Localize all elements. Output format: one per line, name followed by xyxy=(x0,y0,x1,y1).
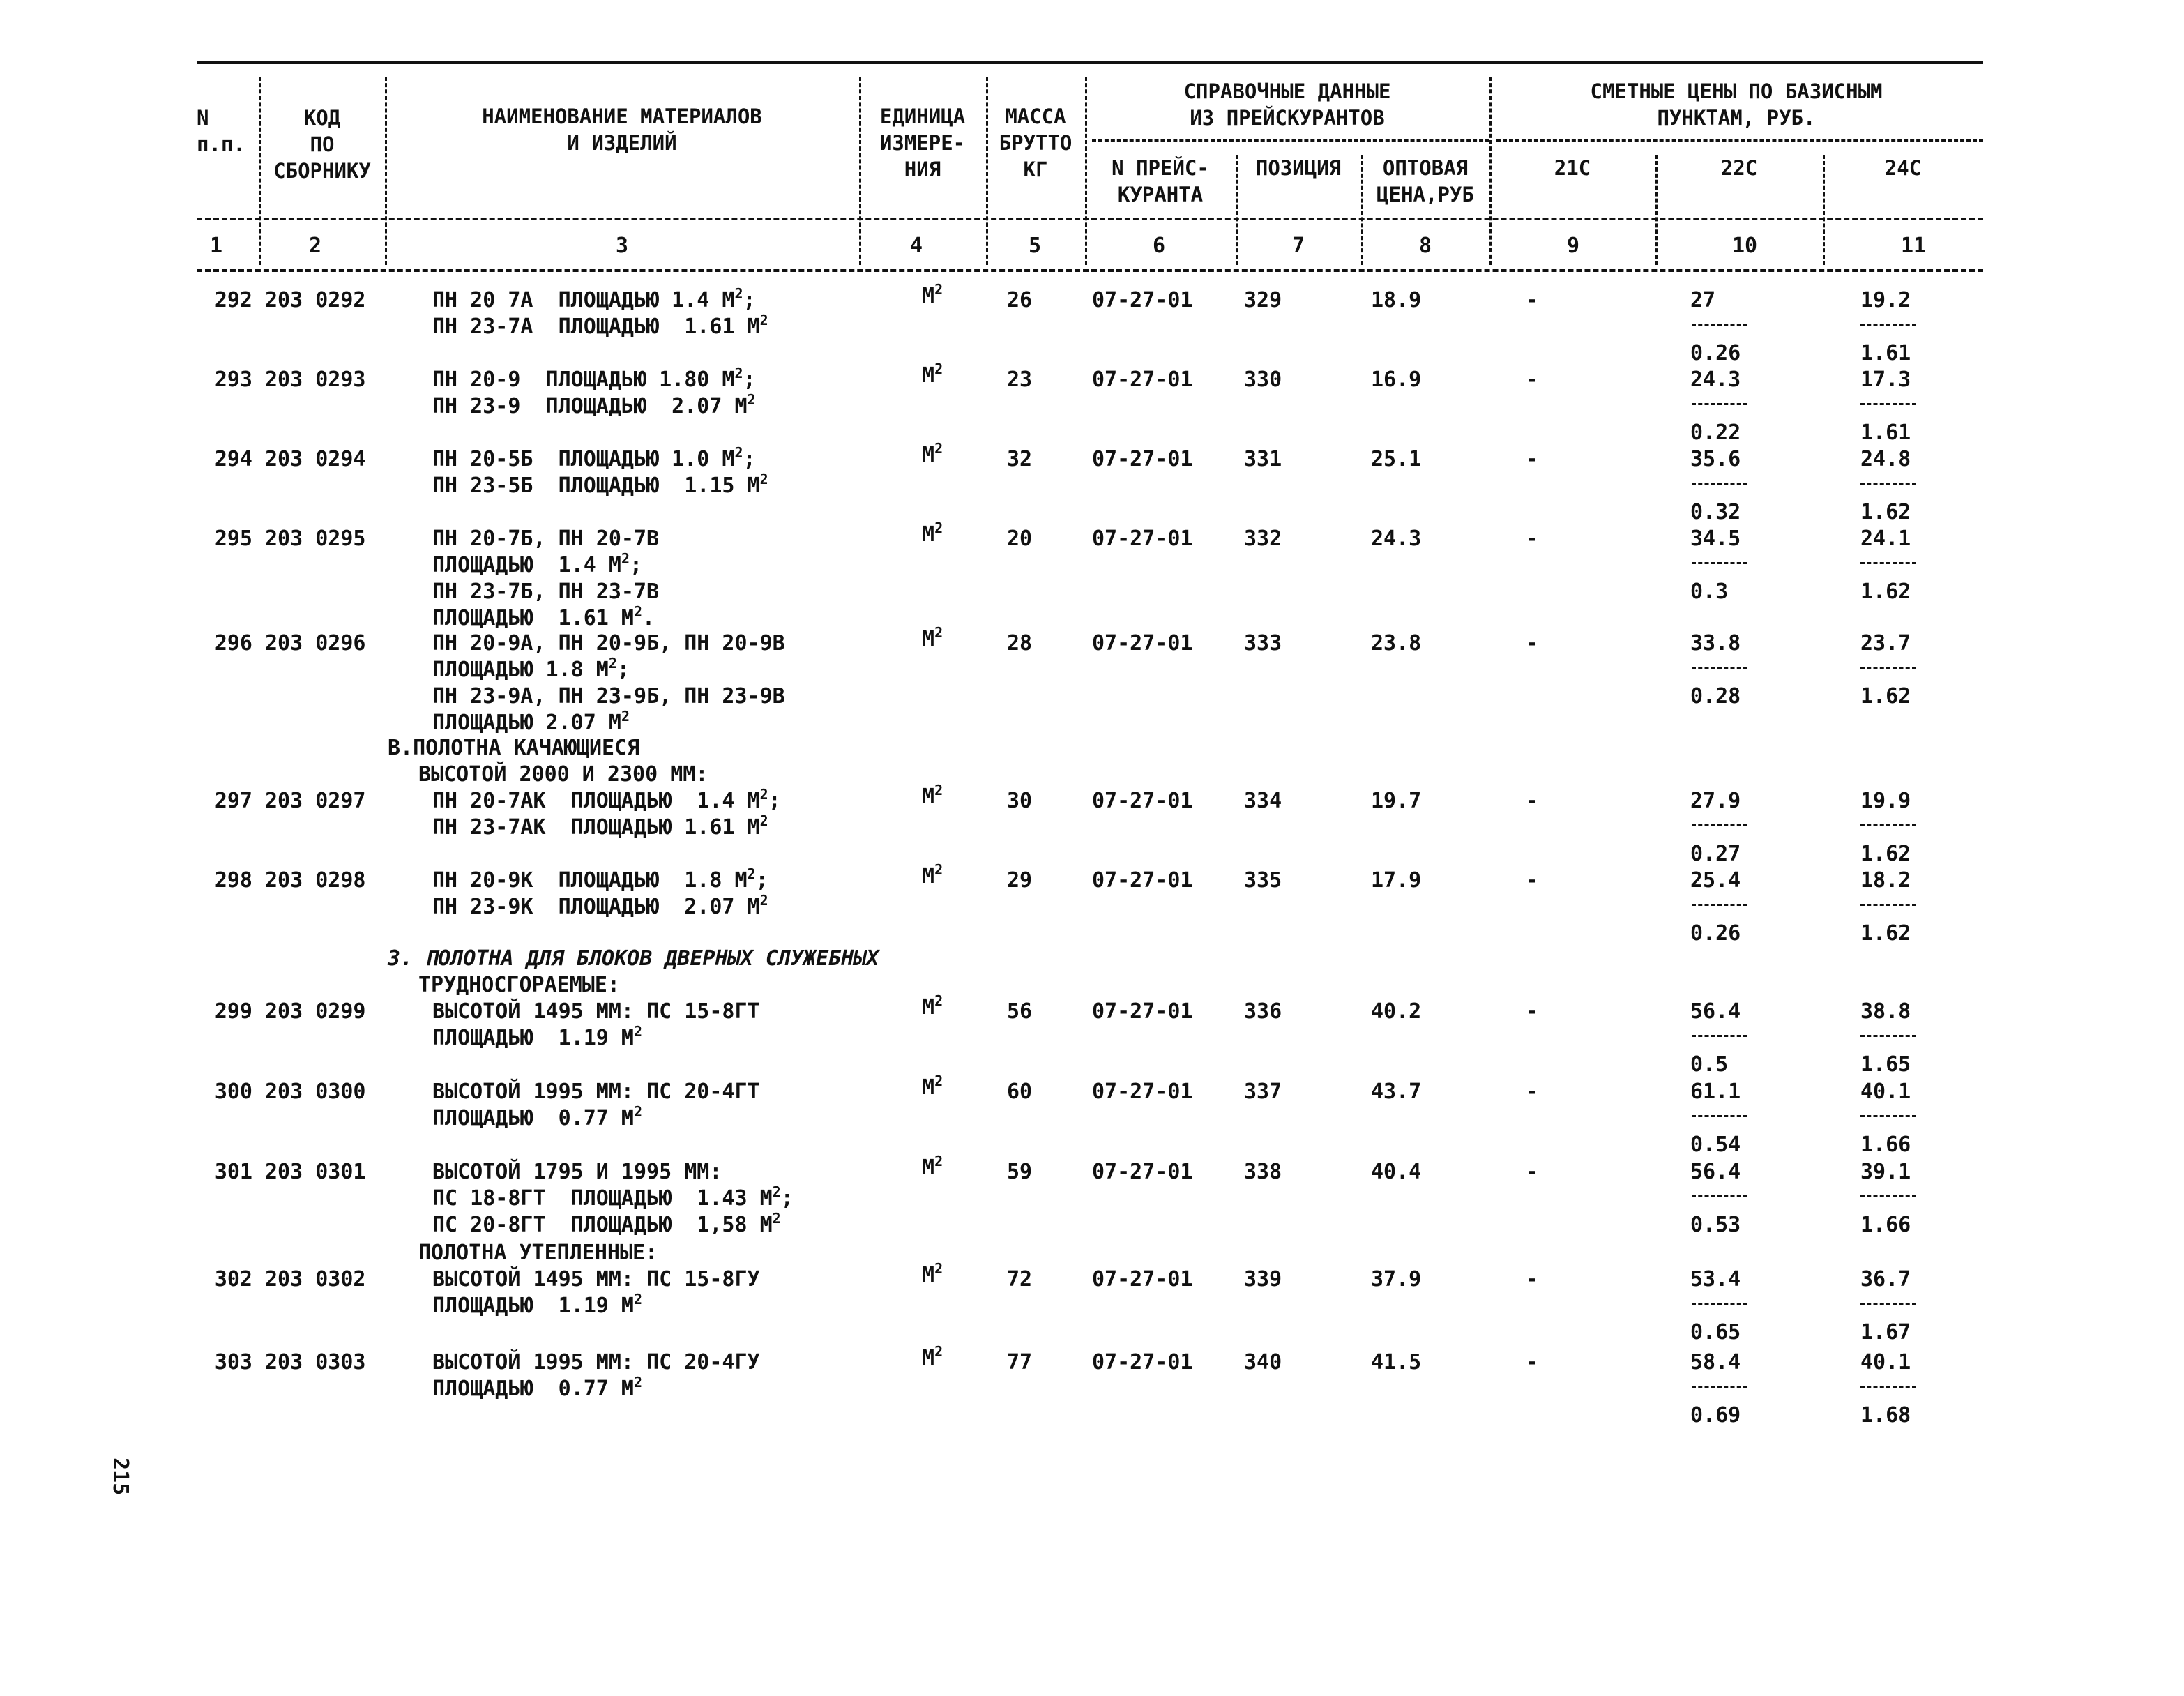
row-wholesale: 17.9 xyxy=(1371,868,1422,893)
row-price-22c: 33.8 xyxy=(1690,631,1741,656)
column-number-label: 7 xyxy=(1291,234,1305,258)
row-number: 292 xyxy=(214,288,252,312)
row-code: 203 0294 xyxy=(265,447,366,471)
row-mass: 32 xyxy=(1007,447,1033,471)
fraction-dash xyxy=(1860,403,1916,405)
row-price-21c: - xyxy=(1526,1267,1539,1292)
row-mass: 72 xyxy=(1007,1267,1033,1292)
row-mass: 20 xyxy=(1007,527,1033,551)
row-code: 203 0301 xyxy=(265,1160,366,1184)
row-unit: $М^2$ xyxy=(922,1260,943,1287)
row-name-line: ПН 23-7Б, ПН 23-7В xyxy=(432,580,660,604)
row-unit: $М^2$ xyxy=(922,1153,943,1180)
row-code: 203 0293 xyxy=(265,368,366,392)
row-number: 298 xyxy=(214,868,252,893)
fraction-dash xyxy=(1692,1386,1747,1388)
row-number: 300 xyxy=(214,1080,252,1104)
row-wholesale: 19.7 xyxy=(1371,789,1422,813)
column-number-label: 10 xyxy=(1731,234,1758,258)
row-price-22c: 56.4 xyxy=(1690,1160,1741,1184)
row-price-24c: 19.9 xyxy=(1860,789,1911,813)
fraction-dash xyxy=(1692,483,1747,485)
row-unit: $М^2$ xyxy=(922,440,943,467)
row-number: 296 xyxy=(214,631,252,656)
row-number: 293 xyxy=(214,368,252,392)
row-price-24c-sub: 1.61 xyxy=(1860,341,1911,365)
row-pricelist: 07-27-01 xyxy=(1092,631,1193,656)
row-wholesale: 16.9 xyxy=(1371,368,1422,392)
row-unit: $М^2$ xyxy=(922,361,943,388)
row-price-22c: 27 xyxy=(1690,288,1716,312)
row-price-21c: - xyxy=(1526,789,1539,813)
group-rule xyxy=(1092,139,1489,142)
row-price-21c: - xyxy=(1526,288,1539,312)
row-price-24c: 38.8 xyxy=(1860,999,1911,1024)
table-top-rule xyxy=(197,61,1983,64)
row-price-22c: 53.4 xyxy=(1690,1267,1741,1292)
row-price-22c: 58.4 xyxy=(1690,1350,1741,1375)
row-number: 301 xyxy=(214,1160,252,1184)
row-name-line: ПЛОЩАДЬЮ 2.07 $М^2$ xyxy=(432,708,630,735)
header-col-position: ПОЗИЦИЯ xyxy=(1255,156,1342,180)
row-unit: $М^2$ xyxy=(922,1073,943,1100)
header-col-code: КОД ПО СБОРНИКУ xyxy=(273,106,371,183)
row-mass: 59 xyxy=(1007,1160,1033,1184)
fraction-dash xyxy=(1860,1303,1916,1305)
row-code: 203 0297 xyxy=(265,789,366,813)
row-name-line: ПН 23-9К ПЛОЩАДЬЮ 2.07 $М^2$ xyxy=(432,892,768,919)
row-number: 294 xyxy=(214,447,252,471)
row-price-22c: 24.3 xyxy=(1690,368,1741,392)
row-price-22c: 27.9 xyxy=(1690,789,1741,813)
column-number-label: 3 xyxy=(615,234,629,258)
row-price-24c: 40.1 xyxy=(1860,1080,1911,1104)
row-unit: $М^2$ xyxy=(922,992,943,1020)
row-wholesale: 43.7 xyxy=(1371,1080,1422,1104)
header-col-name: НАИМЕНОВАНИЕ МАТЕРИАЛОВ И ИЗДЕЛИЙ xyxy=(482,105,762,155)
row-price-24c: 23.7 xyxy=(1860,631,1911,656)
row-pricelist: 07-27-01 xyxy=(1092,999,1193,1024)
row-price-22c-sub: 0.26 xyxy=(1690,921,1741,946)
row-number: 302 xyxy=(214,1267,252,1292)
row-price-24c: 39.1 xyxy=(1860,1160,1911,1184)
row-price-22c-sub: 0.65 xyxy=(1690,1320,1741,1345)
row-price-22c: 25.4 xyxy=(1690,868,1741,893)
row-name-line: ВЫСОТОЙ 1495 ММ: ПС 15-8ГТ xyxy=(432,999,760,1024)
row-price-24c: 17.3 xyxy=(1860,368,1911,392)
header-col-no: N п.п. xyxy=(197,106,245,156)
row-position: 330 xyxy=(1244,368,1282,392)
fraction-dash xyxy=(1860,667,1916,669)
row-position: 329 xyxy=(1244,288,1282,312)
row-price-21c: - xyxy=(1526,1080,1539,1104)
fraction-dash xyxy=(1692,667,1747,669)
row-price-22c-sub: 0.32 xyxy=(1690,500,1741,524)
row-code: 203 0292 xyxy=(265,288,366,312)
row-position: 335 xyxy=(1244,868,1282,893)
row-mass: 30 xyxy=(1007,789,1033,813)
row-wholesale: 40.4 xyxy=(1371,1160,1422,1184)
column-number-rule xyxy=(197,269,1983,272)
column-number-label: 11 xyxy=(1900,234,1927,258)
row-code: 203 0303 xyxy=(265,1350,366,1375)
section-heading: ВЫСОТОЙ 2000 И 2300 ММ: xyxy=(418,762,708,787)
row-name-line: ПН 23-5Б ПЛОЩАДЬЮ 1.15 $М^2$ xyxy=(432,471,768,498)
row-price-22c-sub: 0.5 xyxy=(1690,1052,1729,1077)
row-price-22c-sub: 0.28 xyxy=(1690,684,1741,709)
row-mass: 23 xyxy=(1007,368,1033,392)
section-heading: ТРУДНОСГОРАЕМЫЕ: xyxy=(418,973,620,997)
row-unit: $М^2$ xyxy=(922,624,943,651)
row-price-24c-sub: 1.62 xyxy=(1860,500,1911,524)
row-position: 338 xyxy=(1244,1160,1282,1184)
row-mass: 60 xyxy=(1007,1080,1033,1104)
row-price-24c: 40.1 xyxy=(1860,1350,1911,1375)
row-name-line: ВЫСОТОЙ 1995 ММ: ПС 20-4ГТ xyxy=(432,1080,760,1104)
fraction-dash xyxy=(1860,483,1916,485)
fraction-dash xyxy=(1860,1115,1916,1117)
row-position: 336 xyxy=(1244,999,1282,1024)
row-price-21c: - xyxy=(1526,631,1539,656)
row-price-24c-sub: 1.65 xyxy=(1860,1052,1911,1077)
row-price-24c: 24.1 xyxy=(1860,527,1911,551)
column-number-label: 8 xyxy=(1418,234,1432,258)
row-price-24c-sub: 1.61 xyxy=(1860,421,1911,445)
row-price-24c-sub: 1.66 xyxy=(1860,1213,1911,1237)
row-pricelist: 07-27-01 xyxy=(1092,447,1193,471)
row-name-line: ВЫСОТОЙ 1495 ММ: ПС 15-8ГУ xyxy=(432,1267,760,1292)
row-price-24c: 19.2 xyxy=(1860,288,1911,312)
row-name-line: ПС 20-8ГТ ПЛОЩАДЬЮ 1,58 $М^2$ xyxy=(432,1210,781,1237)
row-name-line: ПЛОЩАДЬЮ 1.19 $М^2$ xyxy=(432,1291,643,1318)
row-wholesale: 41.5 xyxy=(1371,1350,1422,1375)
column-number-label: 5 xyxy=(1028,234,1042,258)
row-number: 303 xyxy=(214,1350,252,1375)
row-unit: $М^2$ xyxy=(922,861,943,888)
row-number: 299 xyxy=(214,999,252,1024)
row-price-22c: 35.6 xyxy=(1690,447,1741,471)
row-wholesale: 23.8 xyxy=(1371,631,1422,656)
fraction-dash xyxy=(1860,1035,1916,1037)
row-name-line: ПЛОЩАДЬЮ 0.77 $М^2$ xyxy=(432,1103,643,1130)
row-wholesale: 25.1 xyxy=(1371,447,1422,471)
row-price-21c: - xyxy=(1526,527,1539,551)
row-price-22c-sub: 0.69 xyxy=(1690,1403,1741,1428)
row-wholesale: 24.3 xyxy=(1371,527,1422,551)
row-code: 203 0302 xyxy=(265,1267,366,1292)
page-number: 215 xyxy=(108,1458,132,1496)
section-heading: 3. ПОЛОТНА ДЛЯ БЛОКОВ ДВЕРНЫХ СЛУЖЕБНЫХ xyxy=(388,946,879,971)
fraction-dash xyxy=(1692,403,1747,405)
column-number-label: 2 xyxy=(308,234,322,258)
row-position: 337 xyxy=(1244,1080,1282,1104)
header-rule xyxy=(197,218,1983,220)
row-price-21c: - xyxy=(1526,447,1539,471)
row-mass: 77 xyxy=(1007,1350,1033,1375)
header-col-24c: 24С xyxy=(1884,156,1922,180)
row-name-line: ПН 23-7АК ПЛОЩАДЬЮ 1.61 $М^2$ xyxy=(432,812,768,840)
row-price-24c-sub: 1.62 xyxy=(1860,842,1911,866)
row-pricelist: 07-27-01 xyxy=(1092,1350,1193,1375)
row-position: 334 xyxy=(1244,789,1282,813)
row-price-24c-sub: 1.62 xyxy=(1860,580,1911,604)
row-name-line: ПН 20-9А, ПН 20-9Б, ПН 20-9В xyxy=(432,631,785,656)
column-number-label: 4 xyxy=(909,234,923,258)
row-name-line: ПН 23-9 ПЛОЩАДЬЮ 2.07 $М^2$ xyxy=(432,391,756,418)
fraction-dash xyxy=(1692,1195,1747,1197)
header-group-prices: СМЕТНЫЕ ЦЕНЫ ПО БАЗИСНЫМ ПУНКТАМ, РУБ. xyxy=(1590,80,1883,130)
row-price-21c: - xyxy=(1526,999,1539,1024)
row-mass: 26 xyxy=(1007,288,1033,312)
row-wholesale: 18.9 xyxy=(1371,288,1422,312)
row-name-line: ПЛОЩАДЬЮ 1.8 $М^2$; xyxy=(432,655,630,682)
row-price-24c-sub: 1.67 xyxy=(1860,1320,1911,1345)
row-price-24c-sub: 1.62 xyxy=(1860,684,1911,709)
fraction-dash xyxy=(1692,824,1747,826)
group-rule xyxy=(1496,139,1983,142)
row-pricelist: 07-27-01 xyxy=(1092,288,1193,312)
fraction-dash xyxy=(1692,1115,1747,1117)
row-price-22c-sub: 0.54 xyxy=(1690,1133,1741,1157)
header-col-21c: 21С xyxy=(1554,156,1591,180)
row-price-21c: - xyxy=(1526,1160,1539,1184)
row-price-21c: - xyxy=(1526,1350,1539,1375)
row-name-line: ПН 20 7А ПЛОЩАДЬЮ 1.4 $М^2$; xyxy=(432,285,756,312)
row-position: 339 xyxy=(1244,1267,1282,1292)
row-pricelist: 07-27-01 xyxy=(1092,1267,1193,1292)
row-position: 340 xyxy=(1244,1350,1282,1375)
column-number-label: 6 xyxy=(1152,234,1166,258)
row-price-22c: 61.1 xyxy=(1690,1080,1741,1104)
row-position: 333 xyxy=(1244,631,1282,656)
row-code: 203 0298 xyxy=(265,868,366,893)
fraction-dash xyxy=(1692,1035,1747,1037)
fraction-dash xyxy=(1860,324,1916,326)
row-price-22c-sub: 0.53 xyxy=(1690,1213,1741,1237)
row-price-24c-sub: 1.66 xyxy=(1860,1133,1911,1157)
row-price-22c: 56.4 xyxy=(1690,999,1741,1024)
fraction-dash xyxy=(1692,904,1747,906)
row-price-24c-sub: 1.68 xyxy=(1860,1403,1911,1428)
row-unit: $М^2$ xyxy=(922,520,943,547)
row-mass: 56 xyxy=(1007,999,1033,1024)
row-price-24c-sub: 1.62 xyxy=(1860,921,1911,946)
row-price-21c: - xyxy=(1526,868,1539,893)
row-code: 203 0295 xyxy=(265,527,366,551)
row-name-line: ПЛОЩАДЬЮ 1.61 $М^2$. xyxy=(432,603,655,630)
row-pricelist: 07-27-01 xyxy=(1092,789,1193,813)
row-price-22c-sub: 0.27 xyxy=(1690,842,1741,866)
header-col-wholesale: ОПТОВАЯ ЦЕНА,РУБ xyxy=(1377,156,1474,206)
row-position: 331 xyxy=(1244,447,1282,471)
row-name-line: ПЛОЩАДЬЮ 1.19 $М^2$ xyxy=(432,1023,643,1050)
column-number-label: 1 xyxy=(209,234,223,258)
row-name-line: ПЛОЩАДЬЮ 1.4 $М^2$; xyxy=(432,550,643,577)
row-code: 203 0299 xyxy=(265,999,366,1024)
header-col-unit: ЕДИНИЦА ИЗМЕРЕ- НИЯ xyxy=(879,105,966,181)
section-heading: В.ПОЛОТНА КАЧАЮЩИЕСЯ xyxy=(388,736,640,760)
row-price-22c: 34.5 xyxy=(1690,527,1741,551)
row-pricelist: 07-27-01 xyxy=(1092,527,1193,551)
row-price-22c-sub: 0.26 xyxy=(1690,341,1741,365)
row-number: 295 xyxy=(214,527,252,551)
row-unit: $М^2$ xyxy=(922,281,943,308)
row-price-24c: 24.8 xyxy=(1860,447,1911,471)
row-code: 203 0296 xyxy=(265,631,366,656)
fraction-dash xyxy=(1692,324,1747,326)
header-col-22c: 22С xyxy=(1720,156,1758,180)
row-pricelist: 07-27-01 xyxy=(1092,868,1193,893)
row-price-21c: - xyxy=(1526,368,1539,392)
fraction-dash xyxy=(1860,904,1916,906)
fraction-dash xyxy=(1860,1386,1916,1388)
row-pricelist: 07-27-01 xyxy=(1092,1080,1193,1104)
row-name-line: ПН 20-9К ПЛОЩАДЬЮ 1.8 $М^2$; xyxy=(432,865,768,893)
section-heading: ПОЛОТНА УТЕПЛЕННЫЕ: xyxy=(418,1241,658,1265)
row-name-line: ВЫСОТОЙ 1795 И 1995 ММ: xyxy=(432,1160,722,1184)
row-price-22c-sub: 0.3 xyxy=(1690,580,1729,604)
row-name-line: ВЫСОТОЙ 1995 ММ: ПС 20-4ГУ xyxy=(432,1350,760,1375)
row-price-24c: 18.2 xyxy=(1860,868,1911,893)
row-name-line: ПН 20-7Б, ПН 20-7В xyxy=(432,527,660,551)
row-unit: $М^2$ xyxy=(922,782,943,809)
fraction-dash xyxy=(1860,562,1916,564)
row-price-22c-sub: 0.22 xyxy=(1690,421,1741,445)
row-pricelist: 07-27-01 xyxy=(1092,368,1193,392)
fraction-dash xyxy=(1860,824,1916,826)
row-name-line: ПН 23-9А, ПН 23-9Б, ПН 23-9В xyxy=(432,684,785,709)
row-mass: 28 xyxy=(1007,631,1033,656)
row-unit: $М^2$ xyxy=(922,1343,943,1370)
header-col-mass: МАССА БРУТТО КГ xyxy=(999,105,1072,181)
row-name-line: ПН 20-5Б ПЛОЩАДЬЮ 1.0 $М^2$; xyxy=(432,444,756,471)
row-name-line: ПС 18-8ГТ ПЛОЩАДЬЮ 1.43 $М^2$; xyxy=(432,1183,794,1211)
row-name-line: ПН 20-9 ПЛОЩАДЬЮ 1.80 $М^2$; xyxy=(432,365,756,392)
row-name-line: ПН 20-7АК ПЛОЩАДЬЮ 1.4 $М^2$; xyxy=(432,786,781,813)
column-number-label: 9 xyxy=(1566,234,1580,258)
row-number: 297 xyxy=(214,789,252,813)
row-name-line: ПН 23-7А ПЛОЩАДЬЮ 1.61 $М^2$ xyxy=(432,312,768,339)
row-pricelist: 07-27-01 xyxy=(1092,1160,1193,1184)
row-wholesale: 40.2 xyxy=(1371,999,1422,1024)
fraction-dash xyxy=(1692,562,1747,564)
row-name-line: ПЛОЩАДЬЮ 0.77 $М^2$ xyxy=(432,1374,643,1401)
header-col-pricelist: N ПРЕЙС- КУРАНТА xyxy=(1112,156,1209,206)
fraction-dash xyxy=(1692,1303,1747,1305)
row-wholesale: 37.9 xyxy=(1371,1267,1422,1292)
row-position: 332 xyxy=(1244,527,1282,551)
header-group-ref: СПРАВОЧНЫЕ ДАННЫЕ ИЗ ПРЕЙСКУРАНТОВ xyxy=(1183,80,1391,130)
row-mass: 29 xyxy=(1007,868,1033,893)
fraction-dash xyxy=(1860,1195,1916,1197)
row-price-24c: 36.7 xyxy=(1860,1267,1911,1292)
row-code: 203 0300 xyxy=(265,1080,366,1104)
